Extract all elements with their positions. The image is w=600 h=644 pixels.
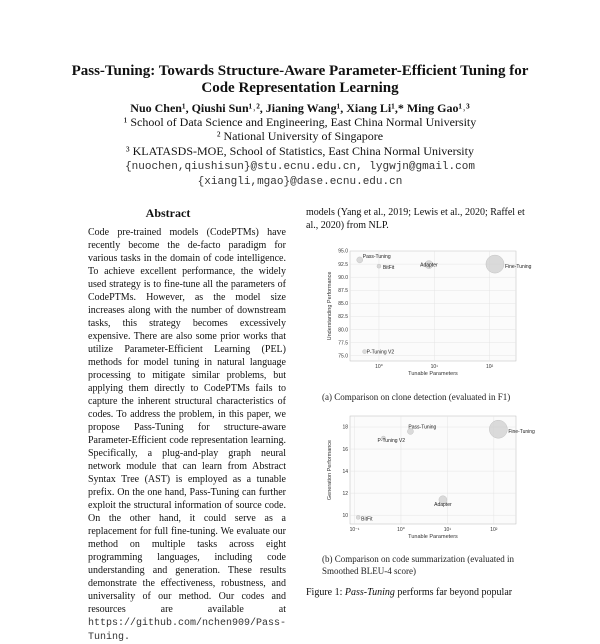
chart-b-x-tick-label: 10⁰ <box>397 527 405 533</box>
chart-a-x-tick-label: 10¹ <box>430 364 438 370</box>
chart-a-point-label: P-Tuning V2 <box>366 349 395 356</box>
chart-b-point-label: Fine-Tuning <box>508 429 535 436</box>
email-line-1: {nuochen,qiushisun}@stu.ecnu.edu.cn, lygwjn@gmail.com <box>125 161 475 173</box>
chart-a-point-label: Fine-Tuning <box>504 264 532 271</box>
chart-b-y-axis-label: Generation Performance <box>327 439 333 501</box>
code-link[interactable]: https://github.com/nchen909/Pass-Tuning. <box>88 618 287 643</box>
chart-b-x-tick-label: 10² <box>490 527 498 533</box>
title-line-1: Pass-Tuning: Towards Structure-Aware Parameter-Efficient Tuning for <box>71 63 529 79</box>
affiliation-1: ¹ School of Data Science and Engineering, East China Normal University <box>123 115 477 129</box>
chart-b-point-label: P-Tuning V2 <box>377 438 406 445</box>
chart-a-point-label: Pass-Tuning <box>362 253 391 260</box>
chart-a-y-tick-label: 82.5 <box>338 314 348 321</box>
figure-method-name: Pass-Tuning <box>344 587 395 598</box>
chart-a-y-axis-label: Understanding Performance <box>327 271 333 341</box>
chart-code-summarization <box>322 412 535 550</box>
chart-b-point-label: Adapter <box>434 501 452 508</box>
chart-a-point-fine-tuning <box>486 255 504 273</box>
chart-a-y-tick-label: 95.0 <box>338 248 348 255</box>
chart-b-caption: (b) Comparison on code summarization (evaluated in Smoothed BLEU-4 score) <box>322 554 514 576</box>
chart-a-y-tick-label: 90.0 <box>338 274 348 281</box>
chart-b-point-label: BitFit <box>361 516 373 523</box>
abstract-text: Code pre-trained models (CodePTMs) have recently become the de-facto paradigm for various tasks in the domain of code intelligence. To achieve excellent performance, the widely used strategy is to fine-tune all the parameters of CodePTMs. However, as the model size increases along with the number of downstream tasks, this strategy becomes excessively expensive. There are also some prior works that utilize Parameter-Efficient Learning (PEL) methods for model tuning in natural language processing to mitigate similar problems, but applying them directly to CodePTMs fails to capture the inherent structural characteristics of codes. To address the problem, in this paper, we propose Pass-Tuning for structure-aware Parameter-Efficient code representation learning. Specifically, a plug-and-play graph neural network module that can learn from Abstract Syntax Tree (AST) is employed as a tunable prefix. On the one hand, Pass-Tuning can further exploit the structural information of source code. On the other hand, it could serve as a replacement for full fine-tuning. We evaluate our method on multiple tasks across eight programming languages, including code understanding and generation. These results demonstrate the effectiveness, robustness, and universality of our method. Our codes and resources are available at <box>88 227 286 615</box>
chart-a-y-tick-label: 87.5 <box>338 287 348 294</box>
chart-b-x-tick-label: 10⁻¹ <box>349 527 360 533</box>
figure-caption <box>306 586 528 599</box>
chart-b-x-axis-label: Tunable Parameters <box>408 534 458 540</box>
chart-b-x-tick-label: 10¹ <box>443 527 452 533</box>
chart-a-y-tick-label: 77.5 <box>338 340 348 347</box>
chart-a-x-tick-label: 10² <box>485 364 494 370</box>
chart-a-point-bitfit <box>377 264 381 268</box>
chart-a-point-label: Adapter <box>420 262 438 269</box>
chart-a-y-tick-label: 75.0 <box>338 353 348 360</box>
chart-a-caption: (a) Comparison on clone detection (evaluated in F1) <box>322 392 511 402</box>
author-list: Nuo Chen¹, Qiushi Sun¹˒², Jianing Wang¹, Xiang Li¹,* Ming Gao¹˒³ <box>130 101 470 115</box>
abstract-body <box>88 226 286 644</box>
chart-b-point-bitfit <box>356 515 360 519</box>
chart-a-x-tick-label: 10⁰ <box>375 364 383 370</box>
chart-a-y-tick-label: 92.5 <box>338 261 348 268</box>
chart-b-point-label: Pass-Tuning <box>408 424 437 431</box>
paper-title <box>40 63 560 97</box>
chart-a-point-label: BitFit <box>382 265 395 272</box>
affiliation-2: ² National University of Singapore <box>216 129 384 143</box>
chart-a-y-tick-label: 85.0 <box>338 301 348 308</box>
chart-clone-detection <box>322 247 532 387</box>
figure-label: Figure 1: <box>306 587 343 598</box>
abstract-heading: Abstract <box>145 206 191 220</box>
chart-b-y-tick-label: 10 <box>342 512 348 519</box>
affiliation-3: ³ KLATASDS-MOE, School of Statistics, East China Normal University <box>126 144 474 158</box>
email-line-2: {xiangli,mgao}@dase.ecnu.edu.cn <box>197 176 403 188</box>
chart-a-x-axis-label: Tunable Parameters <box>408 371 458 377</box>
chart-b-y-tick-label: 14 <box>342 468 348 475</box>
chart-a-y-tick-label: 80.0 <box>338 327 348 334</box>
chart-b-point-fine-tuning <box>489 420 507 438</box>
chart-b-y-tick-label: 18 <box>342 424 348 431</box>
figure-caption-text: performs far beyond popular <box>397 587 513 598</box>
intro-continuation: models (Yang et al., 2019; Lewis et al., 2020; Raffel et al., 2020) from NLP. <box>306 207 525 231</box>
chart-b-y-tick-label: 16 <box>342 446 348 453</box>
title-line-2: Code Representation Learning <box>201 80 399 96</box>
chart-b-y-tick-label: 12 <box>342 490 348 497</box>
